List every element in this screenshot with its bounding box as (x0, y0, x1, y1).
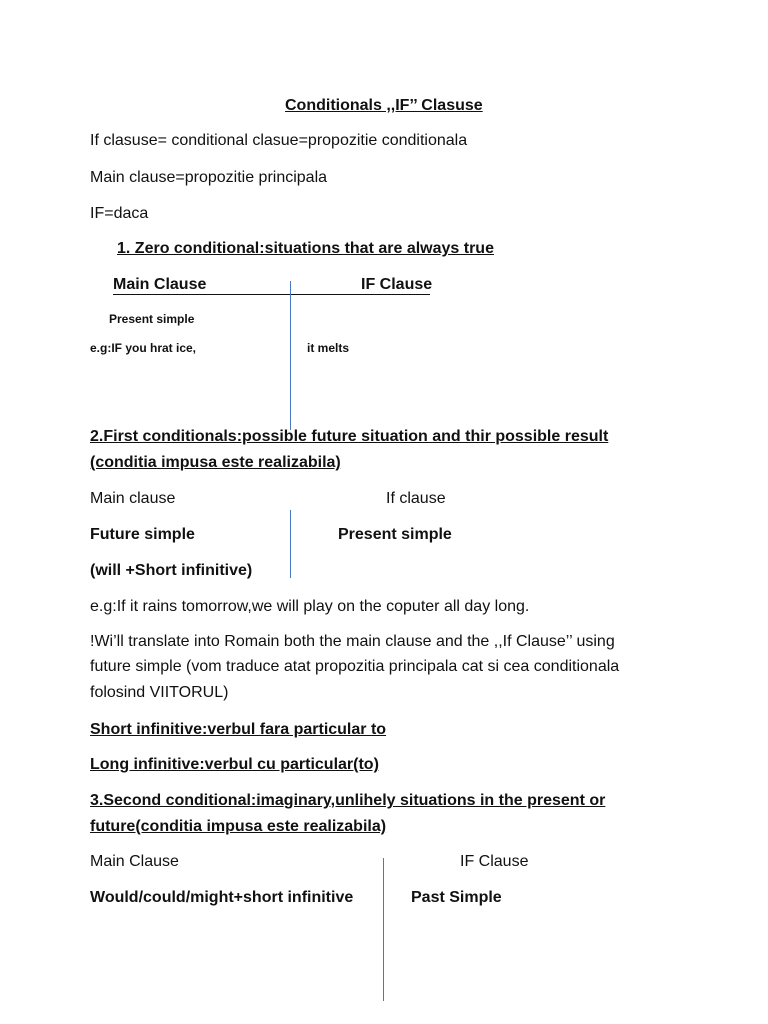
zero-conditional-header-row (113, 275, 433, 295)
second-main-clause-header: Main Clause (90, 853, 179, 870)
zero-example-main: e.g:IF you hrat ice, (90, 341, 197, 355)
second-if-tense: Past Simple (411, 889, 502, 906)
second-main-tense: Would/could/might+short infinitive (90, 889, 354, 906)
first-example: e.g:If it rains tomorrow,we will play on the coputer all day long. (90, 598, 530, 615)
second-conditional-subheading: future(conditia impusa este realizabila) (90, 818, 387, 835)
definition-main-clause: Main clause=propozitie principala (90, 169, 328, 186)
page-title: Conditionals ,,IF’’ Clasuse (285, 97, 483, 114)
short-infinitive-definition: Short infinitive:verbul fara particular to (90, 721, 387, 738)
first-column-divider (290, 510, 291, 578)
second-if-clause-header: IF Clause (460, 853, 529, 870)
first-note-line-1: !Wi’ll translate into Romain both the main clause and the ,,If Clause’’ using (90, 633, 615, 650)
first-note-line-2: future simple (vom traduce atat propozitia principala cat si cea conditionala (90, 658, 620, 675)
first-main-tense: Future simple (90, 526, 195, 543)
zero-tense-label: Present simple (109, 312, 195, 326)
first-if-clause-header: If clause (386, 490, 446, 507)
first-conditional-heading: 2.First conditionals:possible future situation and thir possible result (90, 428, 609, 445)
first-conditional-subheading: (conditia impusa este realizabila) (90, 454, 341, 471)
long-infinitive-definition: Long infinitive:verbul cu particular(to) (90, 756, 379, 773)
definition-if-clause: If clasuse= conditional clasue=propozitie conditionala (90, 132, 468, 149)
zero-main-clause-header: Main Clause (113, 276, 207, 293)
zero-example-if: it melts (307, 341, 350, 355)
first-main-clause-header: Main clause (90, 490, 176, 507)
zero-if-clause-header: IF Clause (361, 276, 433, 293)
definition-if-word: IF=daca (90, 205, 149, 222)
zero-column-divider (290, 281, 291, 430)
first-main-form: (will +Short infinitive) (90, 562, 253, 579)
zero-conditional-heading: 1. Zero conditional:situations that are always true (117, 240, 494, 257)
first-if-tense: Present simple (338, 526, 452, 543)
second-column-divider (383, 858, 384, 1001)
second-conditional-heading: 3.Second conditional:imaginary,unlihely situations in the present or (90, 792, 606, 809)
first-note-line-3: folosind VIITORUL) (90, 684, 229, 701)
